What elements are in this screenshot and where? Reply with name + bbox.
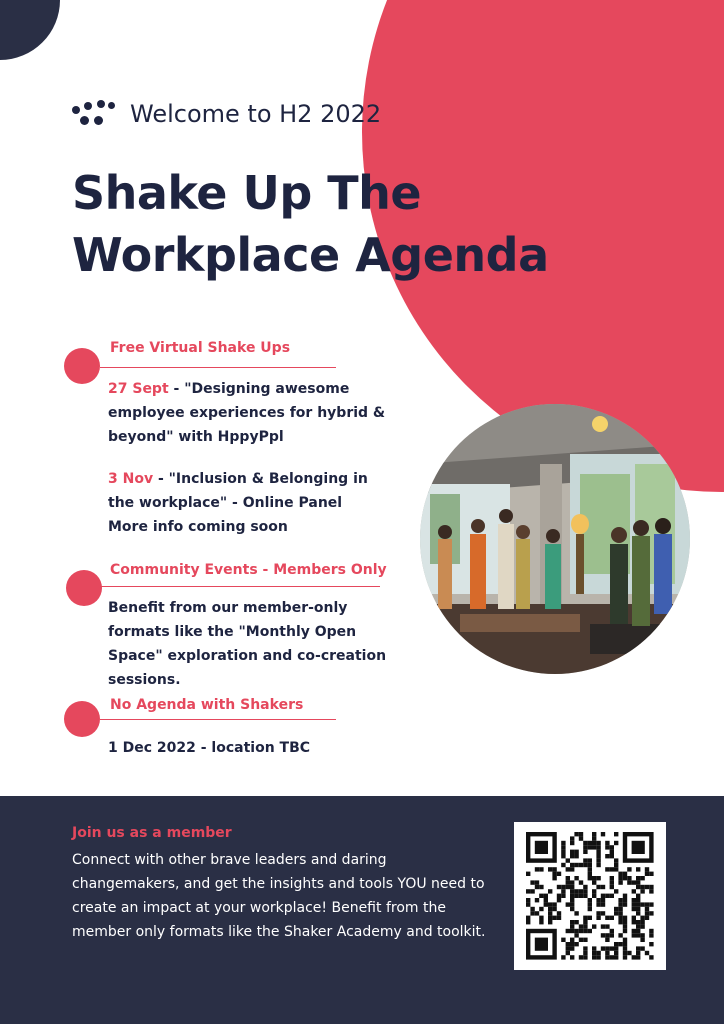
logo-dots-icon bbox=[72, 100, 116, 128]
event-date: 3 Nov bbox=[108, 471, 154, 487]
corner-decoration bbox=[0, 0, 60, 60]
community-description: Benefit from our member-only formats like the "Monthly Open Space" exploration and co-creation sessions. bbox=[108, 600, 387, 688]
event-photo bbox=[420, 404, 690, 674]
section-divider-1 bbox=[100, 367, 336, 368]
section-heading-community: Community Events - Members Only bbox=[110, 562, 387, 578]
event-27-sept bbox=[108, 377, 398, 449]
event-date: 27 Sept bbox=[108, 381, 169, 397]
event-extra-info: More info coming soon bbox=[108, 519, 288, 535]
event-description: - "Inclusion & Belonging in the workplace" - Online Panel bbox=[108, 471, 368, 511]
section-bullet-1 bbox=[64, 348, 100, 384]
no-agenda-date: 1 Dec 2022 - location TBC bbox=[108, 740, 311, 756]
section-bullet-3 bbox=[64, 701, 100, 737]
event-description: - "Designing awesome employee experiences for hybrid & beyond" with HppyPpl bbox=[108, 381, 386, 445]
section-divider-2 bbox=[100, 586, 380, 587]
qr-code[interactable] bbox=[514, 822, 666, 970]
section-bullet-2 bbox=[66, 570, 102, 606]
welcome-row bbox=[72, 100, 381, 128]
welcome-text: Welcome to H2 2022 bbox=[130, 100, 382, 128]
section-heading-virtual: Free Virtual Shake Ups bbox=[110, 340, 291, 356]
page-title bbox=[72, 162, 549, 286]
section-divider-3 bbox=[100, 719, 336, 720]
event-3-nov bbox=[108, 467, 398, 539]
section-heading-no-agenda: No Agenda with Shakers bbox=[110, 697, 304, 713]
qr-code-graphic bbox=[514, 822, 666, 970]
footer-heading: Join us as a member bbox=[72, 825, 232, 841]
title-line-2: Workplace Agenda bbox=[72, 228, 549, 282]
title-line-1: Shake Up The bbox=[72, 166, 422, 220]
footer-description: Connect with other brave leaders and daring changemakers, and get the insights and tools YOU need to create an impact at your workplace! Benefit from the member only formats like the Shaker Academy and toolkit. bbox=[72, 852, 486, 940]
